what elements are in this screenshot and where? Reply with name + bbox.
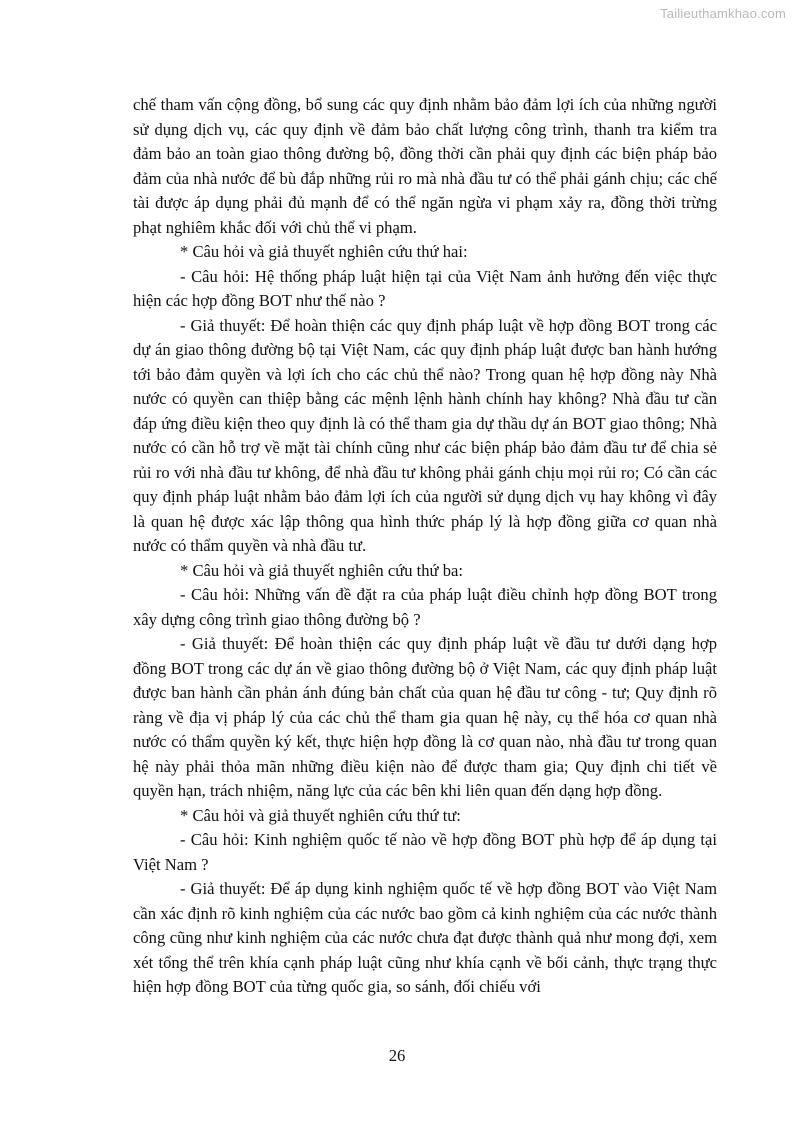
paragraph: - Câu hỏi: Hệ thống pháp luật hiện tại của Việt Nam ảnh hưởng đến việc thực hiện các hợp đồng BOT như thế nào ?: [133, 266, 717, 310]
paragraph: - Câu hỏi: Những vấn đề đặt ra của pháp luật điều chỉnh hợp đồng BOT trong xây dựng công trình giao thông đường bộ ?: [133, 585, 717, 629]
paragraph: - Giả thuyết: Để hoàn thiện các quy định pháp luật về hợp đồng BOT trong các dự án giao thông đường bộ tại Việt Nam, các quy định pháp luật được ban hành hướng tới bảo đảm quyền và lợi ích cho các chủ thể nào? Trong quan hệ hợp đồng này Nhà nước có quyền can thiệp bằng các mệnh lệnh hành chính hay không? Nhà đầu tư cần đáp ứng điều kiện theo quy định là có thể tham gia dự thầu dự án BOT giao thông; Nhà nước có cần hỗ trợ về mặt tài chính cũng như các biện pháp bảo đảm đầu tư để chia sẻ rủi ro với nhà đầu tư không, để nhà đầu tư không phải gánh chịu mọi rủi ro; Có cần các quy định pháp luật nhằm bảo đảm lợi ích của người sử dụng dịch vụ hay không vì đây là quan hệ được xác lập thông qua hình thức pháp lý là hợp đồng giữa cơ quan nhà nước có thẩm quyền và nhà đầu tư.: [133, 315, 717, 555]
paragraph: - Câu hỏi: Kinh nghiệm quốc tế nào về hợp đồng BOT phù hợp để áp dụng tại Việt Nam ?: [133, 830, 717, 874]
paragraph: - Giả thuyết: Để áp dụng kinh nghiệm quốc tế về hợp đồng BOT vào Việt Nam cần xác định rõ kinh nghiệm của các nước bao gồm cả kinh nghiệm của các nước thành công cũng như kinh nghiệm của các nước chưa đạt được thành quả như mong đợi, xem xét tổng thể trên khía cạnh pháp luật cũng như khía cạnh về bối cảnh, thực trạng thực hiện hợp đồng BOT của từng quốc gia, so sánh, đối chiếu với: [133, 879, 717, 996]
watermark: Tailieuthamkhao.com: [660, 6, 786, 21]
paragraph: chế tham vấn cộng đồng, bổ sung các quy định nhằm bảo đảm lợi ích của những người sử dụng dịch vụ, các quy định về đảm bảo chất lượng công trình, thanh tra kiểm tra đảm bảo an toàn giao thông đường bộ, đồng thời cần phải quy định các biện pháp bảo đảm của nhà nước để bù đắp những rủi ro mà nhà đầu tư có thể phải gánh chịu; các chế tài được áp dụng phải đủ mạnh để có thể ngăn ngừa vi phạm xảy ra, đồng thời trừng phạt nghiêm khắc đối với chủ thể vi phạm.: [133, 95, 717, 237]
paragraph: - Giả thuyết: Để hoàn thiện các quy định pháp luật về đầu tư dưới dạng hợp đồng BOT trong các dự án về giao thông đường bộ ở Việt Nam, các quy định pháp luật được ban hành cần phản ánh đúng bản chất của quan hệ đầu tư công - tư; Quy định rõ ràng về địa vị pháp lý của các chủ thể tham gia quan hệ này, cụ thể hóa cơ quan nhà nước có thẩm quyền ký kết, thực hiện hợp đồng là cơ quan nào, nhà đầu tư trong quan hệ này phải thỏa mãn những điều kiện nào để được tham gia; Quy định chi tiết về quyền hạn, trách nhiệm, năng lực của các bên khi liên quan đến dạng hợp đồng.: [133, 634, 717, 800]
paragraph: * Câu hỏi và giả thuyết nghiên cứu thứ tư:: [180, 805, 461, 825]
page-number: 26: [388, 1046, 406, 1065]
paragraph: * Câu hỏi và giả thuyết nghiên cứu thứ hai:: [180, 242, 468, 261]
document-body: [133, 93, 717, 1000]
paragraph: * Câu hỏi và giả thuyết nghiên cứu thứ ba:: [180, 560, 463, 580]
